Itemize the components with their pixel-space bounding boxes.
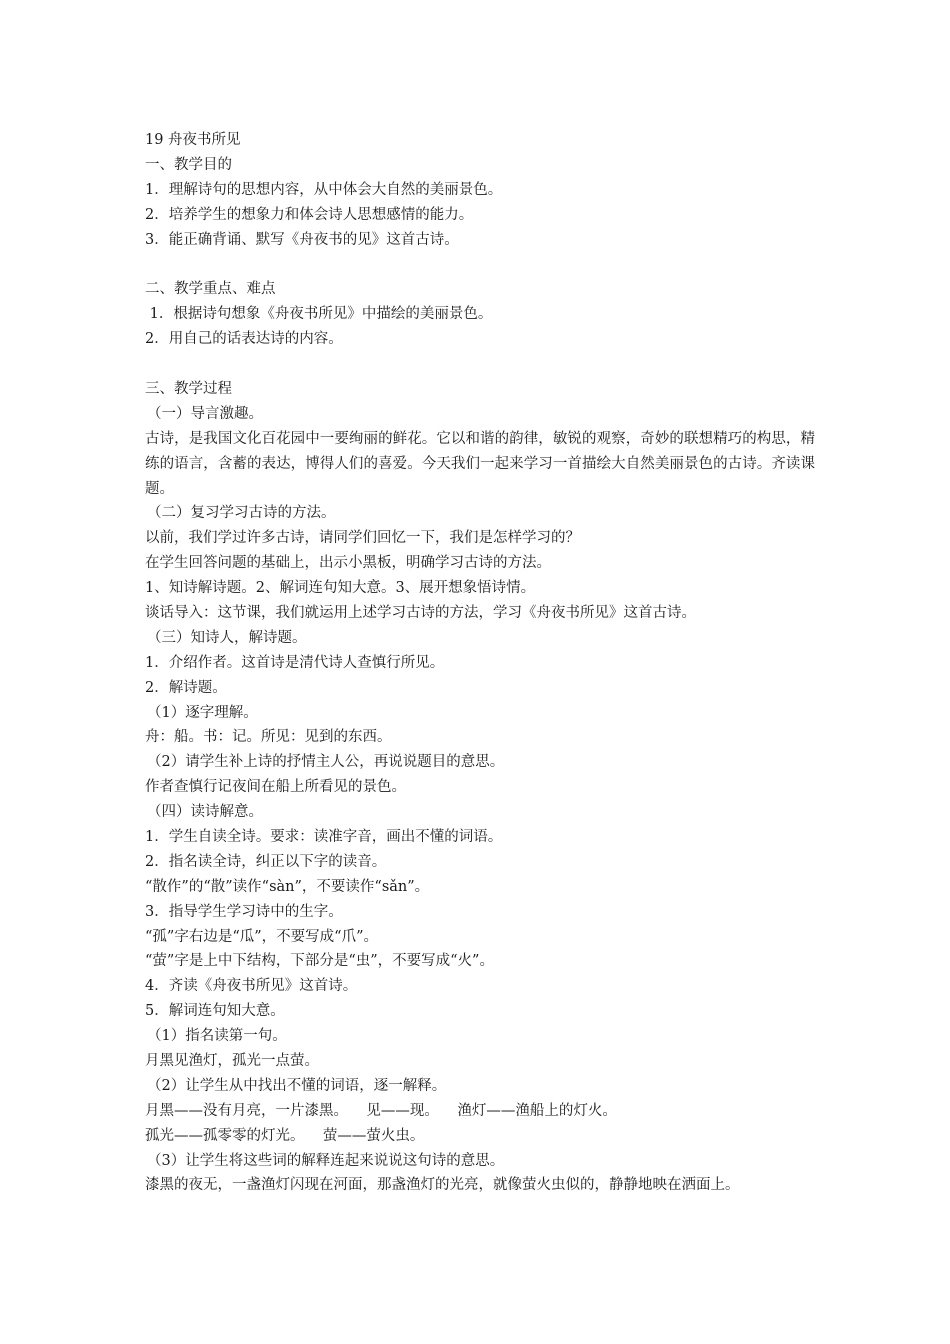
blank-line bbox=[145, 352, 815, 377]
process-line: 作者查慎行记夜间在船上所看见的景色。 bbox=[145, 779, 406, 796]
process-line: 以前，我们学过许多古诗，请同学们回忆一下，我们是怎样学习的？ bbox=[145, 530, 580, 547]
process-line: “孤”字右边是“瓜”，不要写成“爪”。 bbox=[145, 928, 378, 945]
process-line: 1．介绍作者。这首诗是清代诗人查慎行所见。 bbox=[145, 654, 445, 671]
document-page bbox=[145, 128, 815, 1198]
process-line: “散作”的“散”读作“sàn”，不要读作“sǎn”。 bbox=[145, 878, 430, 895]
process-line: 谈话导入：这节课，我们就运用上述学习古诗的方法，学习《舟夜书所见》这首古诗。 bbox=[145, 604, 696, 621]
process-line: 在学生回答问题的基础上，出示小黑板，明确学习古诗的方法。 bbox=[145, 555, 551, 572]
key-point-item: 2．用自己的话表达诗的内容。 bbox=[145, 331, 343, 348]
process-line: 1．学生自读全诗。要求：读准字音，画出不懂的词语。 bbox=[145, 828, 503, 845]
objective-item: 3．能正确背诵、默写《舟夜书的见》这首古诗。 bbox=[145, 231, 459, 248]
section-heading-process: 三、教学过程 bbox=[145, 380, 232, 397]
process-line: 2．指名读全诗，纠正以下字的读音。 bbox=[145, 853, 387, 870]
objective-item: 1．理解诗句的思想内容，从中体会大自然的美丽景色。 bbox=[145, 181, 503, 198]
document-title: 19 舟夜书所见 bbox=[145, 132, 241, 148]
process-line: （1）逐字理解。 bbox=[147, 704, 258, 721]
objective-item: 2．培养学生的想象力和体会诗人思想感情的能力。 bbox=[145, 206, 474, 223]
process-subheading: （三）知诗人，解诗题。 bbox=[147, 629, 307, 646]
process-line: 3．指导学生学习诗中的生字。 bbox=[145, 903, 343, 920]
poem-line: 月黑见渔灯，孤光一点萤。 bbox=[145, 1053, 319, 1069]
process-line: 5．解词连句知大意。 bbox=[145, 1003, 285, 1020]
process-line: 2．解诗题。 bbox=[145, 679, 227, 696]
word-explanations: 月黑——没有月亮，一片漆黑。 见——现。 渔灯——渔船上的灯火。 bbox=[145, 1102, 617, 1119]
process-subheading: （一）导言激趣。 bbox=[147, 405, 263, 422]
word-explanations: 孤光——孤零零的灯光。 萤——萤火虫。 bbox=[145, 1127, 425, 1144]
process-subheading: （二）复习学习古诗的方法。 bbox=[147, 505, 336, 522]
section-heading-key-points: 二、教学重点、难点 bbox=[145, 281, 276, 298]
process-line: 1、知诗解诗题。2、解词连句知大意。3、展开想象悟诗情。 bbox=[145, 580, 536, 597]
process-line: （2）请学生补上诗的抒情主人公，再说说题目的意思。 bbox=[147, 754, 505, 771]
process-line: （2）让学生从中找出不懂的词语，逐一解释。 bbox=[147, 1077, 447, 1094]
process-line: 4．齐读《舟夜书所见》这首诗。 bbox=[145, 978, 358, 995]
process-line: “萤”字是上中下结构，下部分是“虫”，不要写成“火”。 bbox=[145, 953, 494, 970]
process-line: （3）让学生将这些词的解释连起来说说这句诗的意思。 bbox=[147, 1152, 505, 1169]
process-paragraph: 漆黑的夜无，一盏渔灯闪现在河面，那盏渔灯的光亮，就像萤火虫似的，静静地映在洒面上。 bbox=[145, 1177, 740, 1194]
process-line: 舟：船。书：记。所见：见到的东西。 bbox=[145, 729, 392, 746]
blank-line bbox=[145, 252, 815, 277]
process-paragraph: 古诗，是我国文化百花园中一要绚丽的鲜花。它以和谐的韵律，敏锐的观察，奇妙的联想精巧的构思，精练的语言，含蓄的表达，博得人们的喜爱。今天我们一起来学习一首描绘大自然美丽景色的古诗。齐读课题。 bbox=[145, 430, 815, 497]
process-line: （1）指名读第一句。 bbox=[147, 1028, 287, 1045]
section-heading-objectives: 一、教学目的 bbox=[145, 156, 232, 173]
key-point-item: 1．根据诗句想象《舟夜书所见》中描绘的美丽景色。 bbox=[145, 306, 493, 323]
process-subheading: （四）读诗解意。 bbox=[147, 804, 263, 821]
